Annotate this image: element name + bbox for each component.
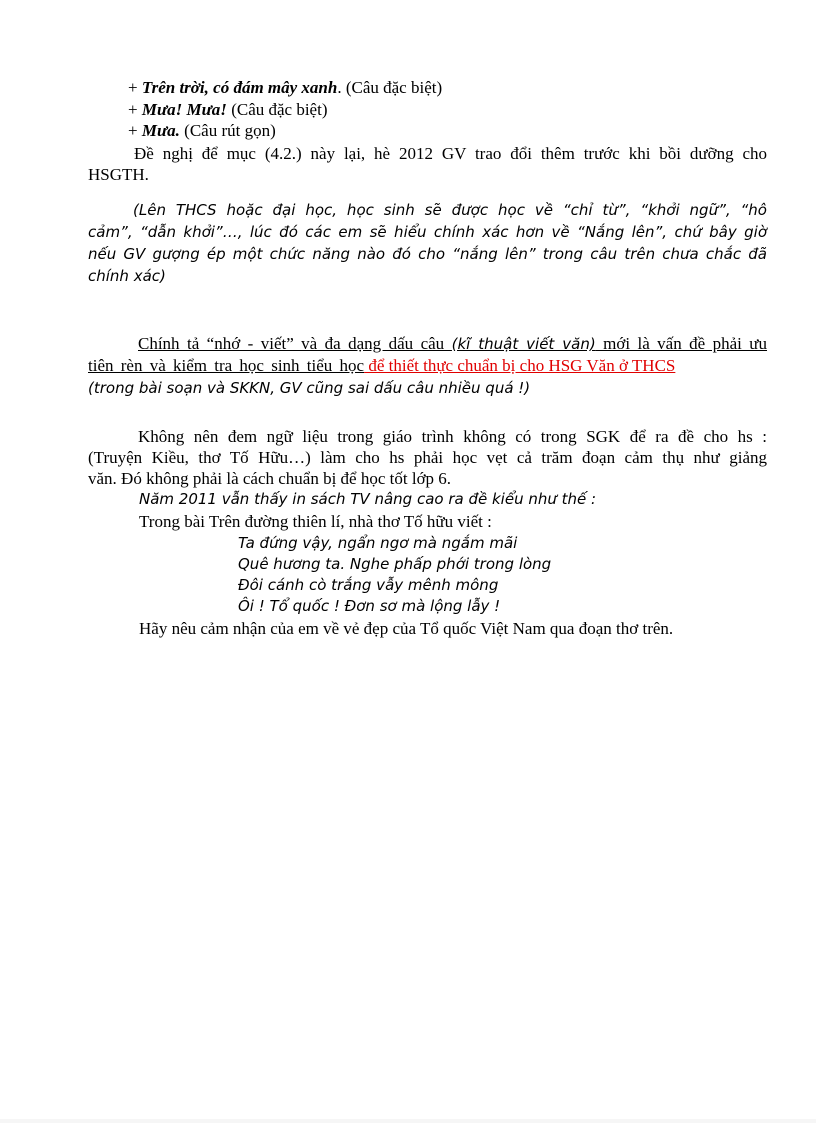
bullet: +: [128, 121, 142, 140]
advice-line: văn. Đó không phải là cách chuẩn bị để học tốt lớp 6.: [88, 469, 452, 488]
example-note: (Câu rút gọn): [179, 121, 276, 140]
spelling-italic: (kĩ thuật viết văn): [451, 335, 596, 353]
spelling-text: mới là vấn đề phải ưu: [595, 334, 768, 353]
advice-line: Trong bài Trên đường thiên lí, nhà thơ Tố hữu viết :: [139, 512, 492, 531]
example-item: [128, 77, 442, 98]
spelling-highlight: để thiết thực chuẩn bị cho HSG Văn ở THCS: [364, 356, 676, 375]
advice-line: Năm 2011 vẫn thấy in sách TV nâng cao ra đề kiểu như thế :: [139, 490, 597, 508]
example-item: [128, 99, 327, 120]
page-edge: [0, 1119, 816, 1123]
note-line: cảm”, “dẫn khởi”…, lúc đó các em sẽ hiểu chính xác hơn về “Nắng lên”, chứ bây giờ: [88, 223, 767, 241]
bullet: +: [128, 100, 142, 119]
proposal-line: Đề nghị để mục (4.2.) này lại, hè 2012 GV trao đổi thêm trước khi bồi dưỡng cho: [134, 144, 767, 163]
poem-line: Ôi ! Tổ quốc ! Đơn sơ mà lộng lẫy !: [238, 597, 501, 615]
proposal-line: HSGTH.: [88, 165, 149, 184]
spelling-text: tiên rèn và kiểm tra học sinh tiểu học: [88, 356, 365, 375]
advice-line: Không nên đem ngữ liệu trong giáo trình không có trong SGK để ra đề cho hs :: [138, 427, 767, 446]
spelling-line: (trong bài soạn và SKKN, GV cũng sai dấu câu nhiều quá !): [88, 379, 531, 397]
spelling-line: [88, 355, 675, 376]
advice-line: (Truyện Kiều, thơ Tố Hữu…) làm cho hs phải học vẹt cả trăm đoạn cảm thụ như giảng: [88, 448, 767, 467]
example-note: (Câu đặc biệt): [226, 100, 328, 119]
question-line: Hãy nêu cảm nhận của em về vẻ đẹp của Tổ quốc Việt Nam qua đoạn thơ trên.: [139, 619, 674, 638]
example-sentence: Trên trời, có đám mây xanh: [141, 78, 338, 97]
example-note: . (Câu đặc biệt): [337, 78, 443, 97]
poem-line: Quê hương ta. Nghe phấp phới trong lòng: [238, 555, 552, 573]
example-item: [128, 120, 276, 141]
note-line: chính xác): [88, 267, 166, 285]
note-line: nếu GV gượng ép một chức năng nào đó cho “nắng lên” trong câu trên chưa chắc đã: [88, 245, 767, 263]
poem-line: Đôi cánh cò trắng vẫy mênh mông: [238, 576, 499, 594]
note-line: (Lên THCS hoặc đại học, học sinh sẽ được học về “chỉ từ”, “khởi ngữ”, “hô: [133, 201, 767, 219]
spelling-line: [138, 333, 767, 355]
poem-line: Ta đứng vậy, ngẩn ngơ mà ngắm mãi: [238, 534, 518, 552]
spelling-text: Chính tả “nhớ - viết” và đa dạng dấu câu: [138, 334, 452, 353]
bullet: +: [128, 78, 142, 97]
example-sentence: Mưa.: [141, 121, 180, 140]
example-sentence: Mưa! Mưa!: [141, 100, 227, 119]
